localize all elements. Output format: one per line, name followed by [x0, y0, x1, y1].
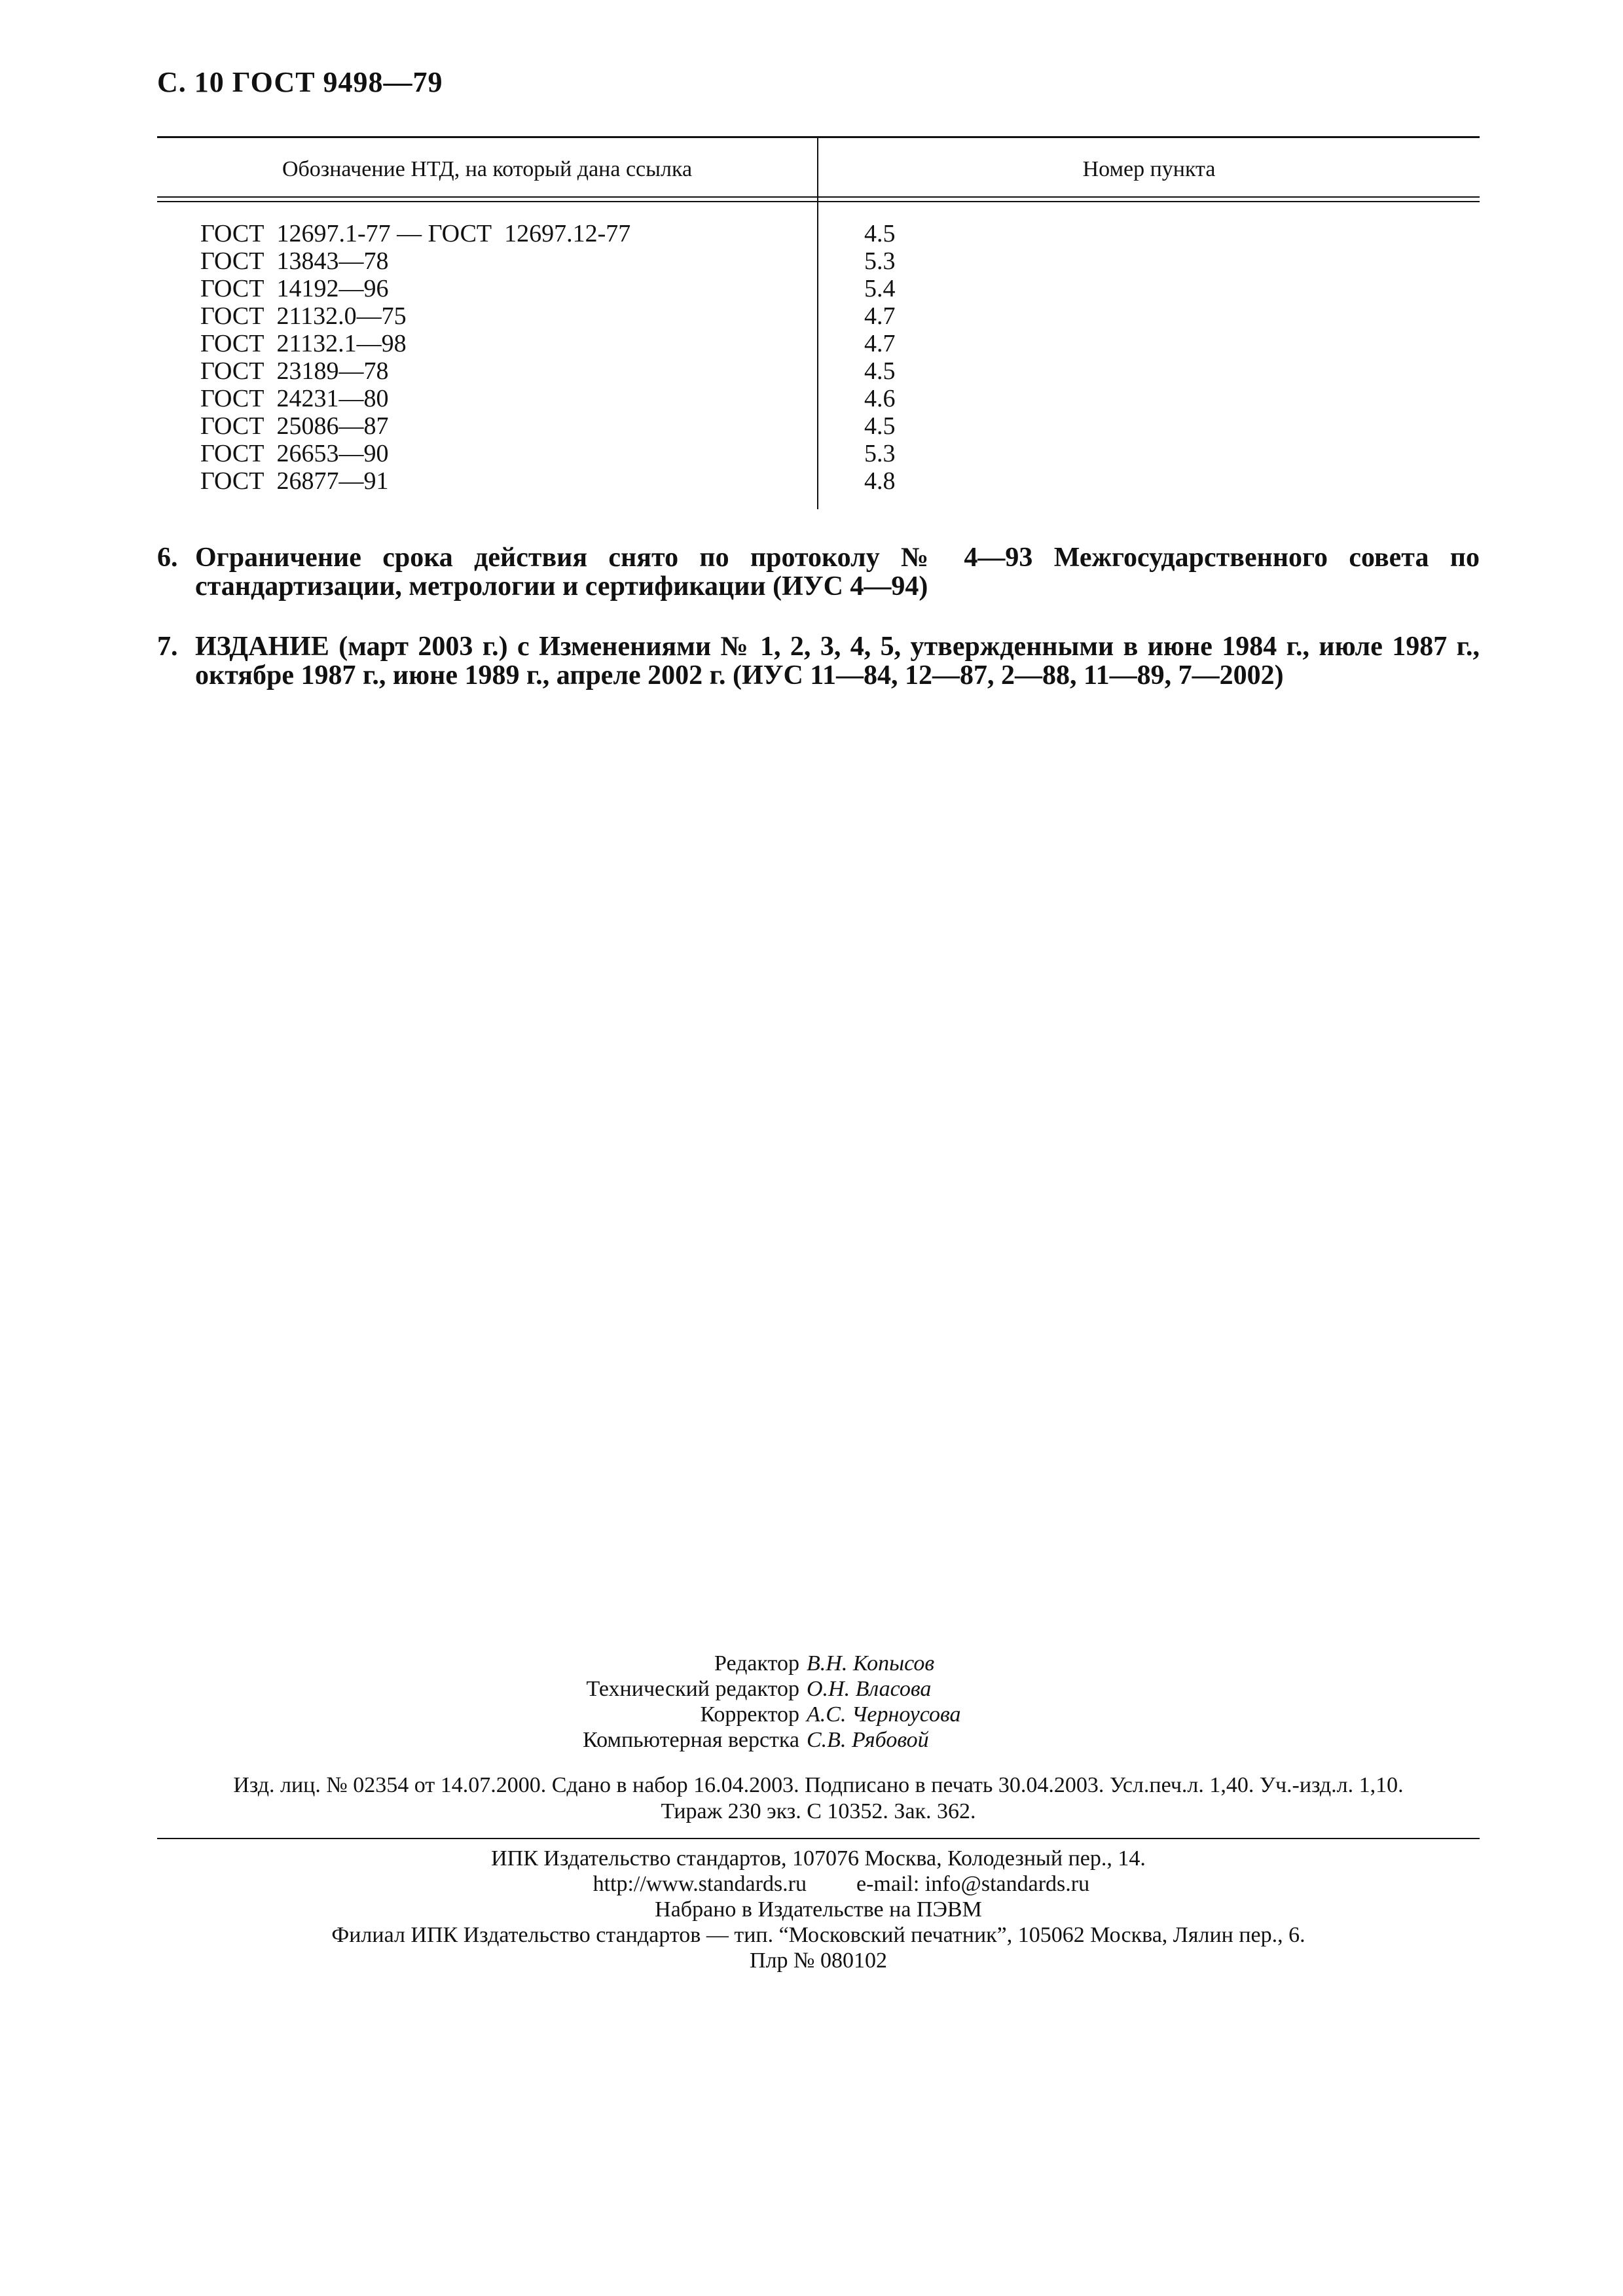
table-top-rule: [157, 136, 1480, 138]
table-body: [157, 220, 1480, 495]
credit-role: Технический редактор: [586, 1677, 799, 1701]
table-row: [157, 302, 1480, 330]
page-header: С. 10 ГОСТ 9498—79: [157, 66, 443, 98]
publisher-typeset-note: Набрано в Издательстве на ПЭВМ: [655, 1897, 982, 1922]
table-row: [157, 330, 1480, 357]
reference-cell: ГОСТ 26653—90: [200, 440, 389, 467]
credit-proofreader: [0, 1702, 1623, 1727]
publisher-address: ИПК Издательство стандартов, 107076 Москва, Колодезный пер., 14.: [491, 1846, 1146, 1871]
credit-role: Компьютерная верстка: [583, 1728, 799, 1752]
column-header-reference: Обозначение НТД, на который дана ссылка: [282, 157, 693, 181]
table-row: [157, 220, 1480, 247]
reference-cell: ГОСТ 14192—96: [200, 275, 389, 302]
table-row: [157, 412, 1480, 440]
publisher-block: [157, 1846, 1480, 1973]
credit-name: В.Н. Копысов: [807, 1651, 935, 1676]
paragraph-number: 6.: [157, 543, 178, 573]
point-cell: 4.5: [864, 220, 896, 247]
table-row: [157, 385, 1480, 412]
paragraph-text: ИЗДАНИЕ (март 2003 г.) с Изменениями № 1, 2, 3, 4, 5, утвержденными в июне 1984 г., июле 1987 г., октябре 1987 г., июне 1989 г., апреле 2002 г. (ИУС 11—84, 12—87, 2—88, 11—89, 7—2002): [195, 632, 1480, 691]
reference-cell: ГОСТ 12697.1-77 — ГОСТ 12697.12-77: [200, 220, 631, 247]
publisher-email-link[interactable]: e-mail: info@standards.ru: [856, 1872, 1090, 1896]
paragraph-6: [157, 543, 1480, 601]
credit-name: О.Н. Власова: [807, 1677, 932, 1701]
reference-cell: ГОСТ 26877—91: [200, 467, 389, 495]
credit-technical-editor: [0, 1676, 1623, 1702]
point-cell: 4.6: [864, 385, 896, 412]
reference-cell: ГОСТ 25086—87: [200, 412, 389, 440]
point-cell: 4.5: [864, 357, 896, 385]
point-cell: 5.4: [864, 275, 896, 302]
publisher-contacts: [157, 1871, 1480, 1897]
table-row: [157, 275, 1480, 302]
credit-name: А.С. Черноусова: [807, 1702, 961, 1727]
table-header-rule-double: [157, 201, 1480, 202]
reference-cell: ГОСТ 21132.0—75: [200, 302, 407, 330]
publisher-website-link[interactable]: http://www.standards.ru: [593, 1872, 807, 1896]
imprint-block: [157, 1772, 1480, 1825]
reference-cell: ГОСТ 23189—78: [200, 357, 389, 385]
table-row: [157, 440, 1480, 467]
credit-name: С.В. Рябовой: [807, 1728, 929, 1752]
table-row: [157, 467, 1480, 495]
point-cell: 4.8: [864, 467, 896, 495]
table-row: [157, 357, 1480, 385]
credit-editor: [0, 1651, 1623, 1676]
point-cell: 4.7: [864, 330, 896, 357]
point-cell: 4.5: [864, 412, 896, 440]
column-header-point: Номер пункта: [1082, 157, 1216, 181]
paragraph-text: Ограничение срока действия снято по протоколу № 4—93 Межгосударственного совета по стандартизации, метрологии и сертификации (ИУС 4—94): [195, 543, 1480, 601]
imprint-print-run: Тираж 230 экз. С 10352. Зак. 362.: [661, 1799, 976, 1823]
paragraph-7: [157, 632, 1480, 690]
point-cell: 5.3: [864, 440, 896, 467]
credit-layout: [0, 1727, 1623, 1753]
footer-rule: [157, 1838, 1480, 1839]
credits-block: [0, 1651, 1623, 1753]
paragraph-number: 7.: [157, 632, 178, 662]
credit-role: Редактор: [714, 1651, 799, 1676]
publisher-branch: Филиал ИПК Издательство стандартов — тип. “Московский печатник”, 105062 Москва, Лялин пер., 6.: [331, 1923, 1305, 1947]
publisher-license: Плр № 080102: [750, 1948, 887, 1973]
table-row: [157, 247, 1480, 275]
point-cell: 5.3: [864, 247, 896, 275]
reference-cell: ГОСТ 24231—80: [200, 385, 389, 412]
imprint-line: Изд. лиц. № 02354 от 14.07.2000. Сдано в набор 16.04.2003. Подписано в печать 30.04.2003. Усл.печ.л. 1,40. Уч.-изд.л. 1,10.: [233, 1773, 1404, 1797]
credit-role: Корректор: [700, 1702, 799, 1727]
reference-cell: ГОСТ 21132.1—98: [200, 330, 407, 357]
table-header-rule: [157, 196, 1480, 198]
reference-cell: ГОСТ 13843—78: [200, 247, 389, 275]
point-cell: 4.7: [864, 302, 896, 330]
